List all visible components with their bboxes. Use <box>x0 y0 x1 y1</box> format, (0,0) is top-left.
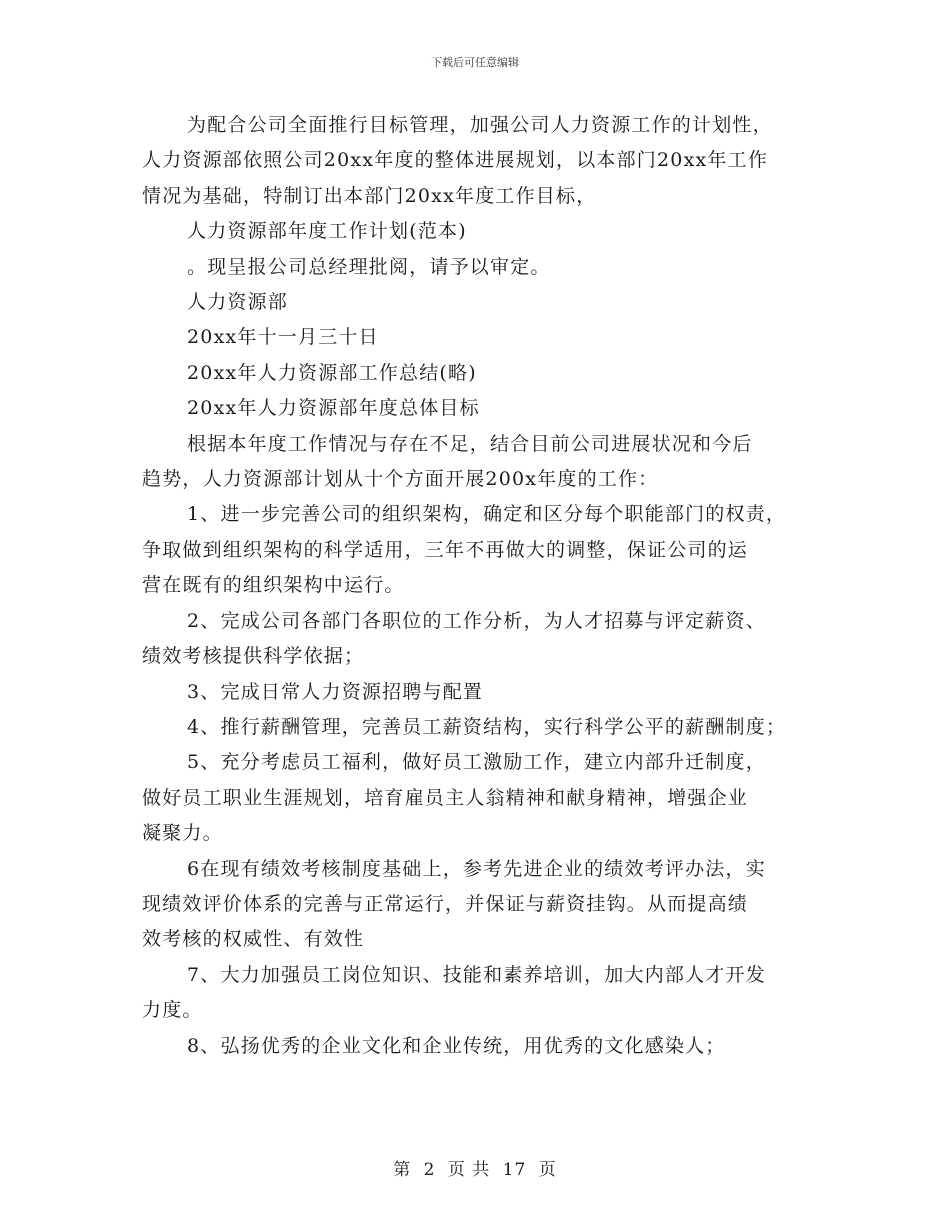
page-header-note: 下载后可任意编辑 <box>431 56 519 69</box>
page-number: 2 <box>423 1160 436 1180</box>
paragraph-goals-heading: 20xx年人力资源部年度总体目标 <box>187 397 480 420</box>
page-total: 17 <box>502 1160 527 1180</box>
paragraph-date: 20xx年十一月三十日 <box>187 326 379 349</box>
page-suffix: 页 <box>538 1160 557 1180</box>
paragraph-submission: 。现呈报公司总经理批阅，请予以审定。 <box>187 255 551 278</box>
paragraph-plan-title: 人力资源部年度工作计划(范本) <box>187 220 467 243</box>
list-item-goal-5: 5、充分考虑员工福利，做好员工激励工作，建立内部升迁制度， 做好员工职业生涯规划，培育雇员主人翁精神和献身精神，增强企业 凝聚力。 <box>142 751 766 845</box>
paragraph-summary-heading: 20xx年人力资源部工作总结(略) <box>187 361 477 384</box>
page-prefix: 第 <box>393 1160 412 1180</box>
paragraph-goals-intro: 根据本年度工作情况与存在不足，结合目前公司进展状况和今后 趋势，人力资源部计划从十个方面开展200x年度的工作： <box>142 432 753 491</box>
list-item-goal-8: 8、弘扬优秀的企业文化和企业传统，用优秀的文化感染人； <box>187 1034 726 1057</box>
list-item-goal-4: 4、推行薪酬管理，完善员工薪资结构，实行科学公平的薪酬制度； <box>187 715 787 738</box>
document-body <box>142 108 822 1064</box>
list-item-goal-3: 3、完成日常人力资源招聘与配置 <box>187 680 484 703</box>
paragraph-department: 人力资源部 <box>187 291 289 314</box>
page-mid: 页 共 <box>447 1160 491 1180</box>
list-item-goal-6: 6在现有绩效考核制度基础上，参考先进企业的绩效考评办法，实 现绩效评价体系的完善与正常运行，并保证与薪资挂钩。从而提高绩 效考核的权威性、有效性 <box>142 857 766 951</box>
list-item-goal-7: 7、大力加强员工岗位知识、技能和素养培训，加大内部人才开发 力度。 <box>142 963 766 1022</box>
list-item-goal-2: 2、完成公司各部门各职位的工作分析，为人才招募与评定薪资、 绩效考核提供科学依据； <box>142 609 766 668</box>
list-item-goal-1: 1、进一步完善公司的组织架构，确定和区分每个职能部门的权责， 争取做到组织架构的科学适用，三年不再做大的调整，保证公司的运 营在既有的组织架构中运行。 <box>142 503 787 597</box>
paragraph-intro: 为配合公司全面推行目标管理，加强公司人力资源工作的计划性， 人力资源部依照公司20xx年度的整体进展规划，以本部门20xx年工作 情况为基础，特制订出本部门20xx年度工作目标， <box>142 114 773 207</box>
page-footer <box>0 1155 950 1180</box>
